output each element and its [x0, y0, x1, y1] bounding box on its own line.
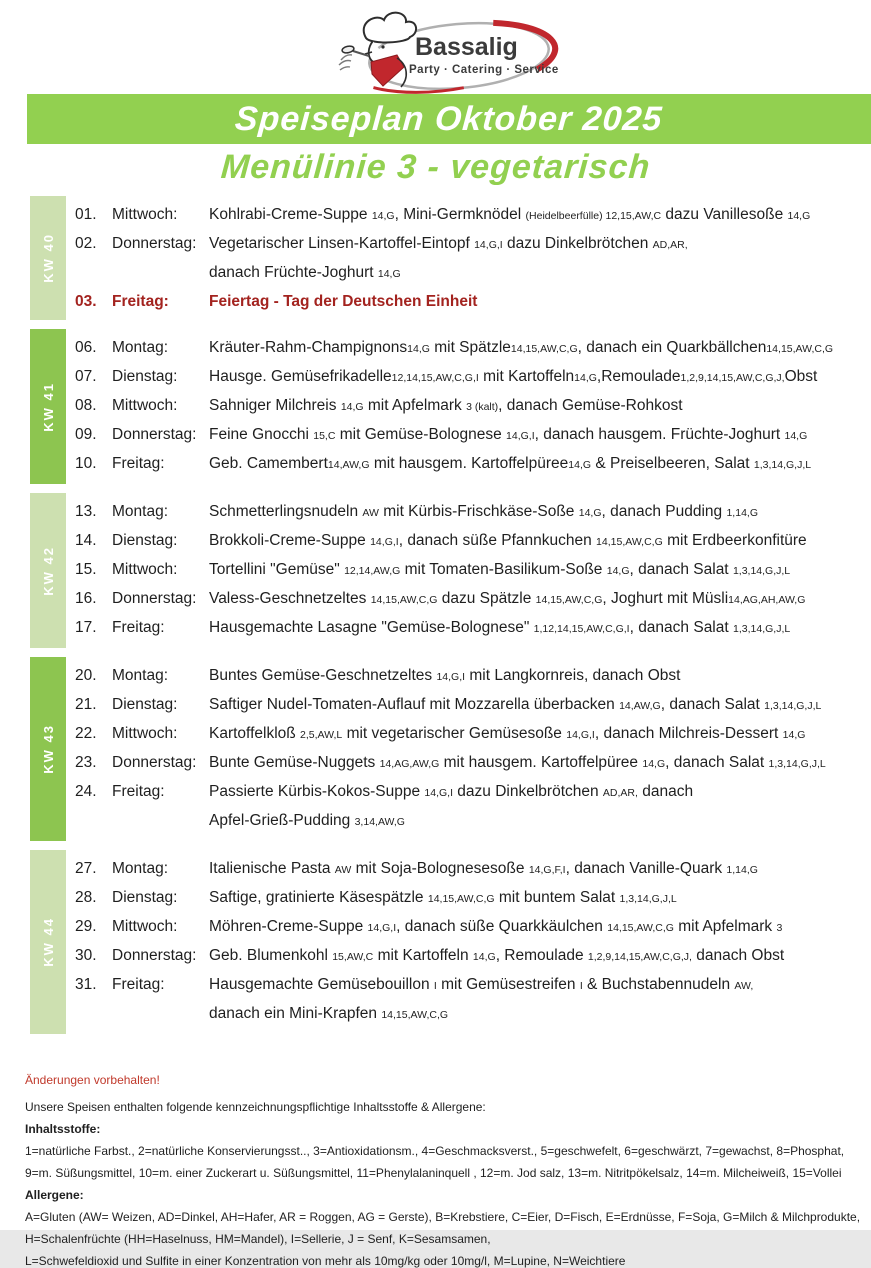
- allergen-codes: 14,AG,AW,G: [379, 758, 440, 770]
- allergen-codes: 14,15,AW,C,G: [370, 594, 438, 606]
- week-section: [30, 329, 871, 484]
- meal-text: & Preiselbeeren, Salat: [591, 455, 754, 472]
- day-name: Montag:: [112, 339, 169, 356]
- meal-description: [209, 230, 871, 288]
- allergen-codes: 14,G: [574, 372, 597, 384]
- menu-row: [75, 288, 871, 315]
- allergen-codes: 14,G: [472, 951, 496, 963]
- day-name: Freitag:: [112, 619, 165, 636]
- day-number: 22.: [75, 725, 97, 742]
- meal-line: [209, 913, 871, 942]
- chef-icon: [339, 13, 416, 87]
- week-label: KW 40: [40, 233, 56, 283]
- allergen-codes: AD,AR,: [652, 239, 688, 251]
- day-number: 13.: [75, 503, 97, 520]
- meal-description: [209, 749, 871, 778]
- day-number: 29.: [75, 918, 97, 935]
- menu-row: [75, 691, 871, 720]
- week-section: [30, 493, 871, 648]
- allergen-codes: 2,5,AW,L: [300, 729, 343, 741]
- day-number: 02.: [75, 235, 97, 252]
- day-number: 09.: [75, 426, 97, 443]
- allergen-codes: 14,G,I: [367, 922, 397, 934]
- allergens-line-1: A=Gluten (AW= Weizen, AD=Dinkel, AH=Hafer, AR = Roggen, AG = Gerste), B=Krebstiere, C=Eier, D=Fisch, E=Erdnüsse, F=Soja, G=Milch & Milchprodukte,: [25, 1210, 861, 1224]
- day-name: Dienstag:: [112, 368, 178, 385]
- menu-row: [75, 662, 871, 691]
- meal-text: , danach Vanille-Quark: [565, 860, 727, 877]
- meal-line: [209, 778, 871, 807]
- allergen-codes: 1,3,14,G,J,L: [753, 459, 812, 471]
- meal-description: [209, 556, 871, 585]
- meal-description: [209, 450, 871, 479]
- meal-text: , Remoulade: [495, 947, 588, 964]
- menu-row: [75, 556, 871, 585]
- allergen-codes: 14,G: [578, 507, 602, 519]
- meal-text: Italienische Pasta: [209, 860, 335, 877]
- meal-line: [209, 855, 871, 884]
- menu-row: [75, 720, 871, 749]
- week-label: KW 44: [40, 917, 56, 967]
- day-number: 31.: [75, 976, 97, 993]
- meal-line: [209, 363, 871, 392]
- meal-line: [209, 884, 871, 913]
- allergen-codes: 14,G: [377, 268, 401, 280]
- allergen-codes: 14,G,I: [424, 787, 453, 799]
- meal-text: Feiertag - Tag der Deutschen Einheit: [209, 293, 478, 310]
- meal-text: dazu Spätzle: [437, 590, 536, 607]
- logo-graphic: [311, 8, 561, 100]
- meal-text: dazu Dinkelbrötchen: [453, 783, 603, 800]
- allergen-codes: 14,G,I: [506, 430, 535, 442]
- allergen-codes: 14,15,AW,C,G: [535, 594, 603, 606]
- meal-text: mit Gemüse-Bolognese: [335, 426, 507, 443]
- brand-name: Bassalig: [414, 33, 518, 61]
- meal-text: mit Soja-Bolognesesoße: [351, 860, 529, 877]
- meal-text: Buntes Gemüse-Geschnetzeltes: [209, 667, 437, 684]
- meal-text: Vegetarischer Linsen-Kartoffel-Eintopf: [209, 235, 475, 252]
- logo: [0, 0, 871, 94]
- day-name: Freitag:: [112, 455, 165, 472]
- menu-row: [75, 614, 871, 643]
- meal-text: mit Kartoffeln: [373, 947, 473, 964]
- meal-text: Sahniger Milchreis: [209, 397, 341, 414]
- meal-line: [209, 585, 871, 614]
- meal-text: mit Tomaten-Basilikum-Soße: [400, 561, 607, 578]
- menu-row: [75, 498, 871, 527]
- meal-text: Saftiger Nudel-Tomaten-Auflauf mit Mozzarella überbacken: [209, 696, 620, 713]
- allergen-codes: AW: [334, 864, 352, 876]
- ingredients-label: Inhaltsstoffe:: [25, 1122, 101, 1136]
- meal-text: Kohlrabi-Creme-Suppe: [209, 206, 372, 223]
- day-name: Mittwoch:: [112, 725, 178, 742]
- allergen-codes: 14,15,AW,C,G: [427, 893, 495, 905]
- allergen-codes: 14,G: [784, 430, 808, 442]
- ingredients-line-2: 9=m. Süßungsmittel, 10=m. einer Zuckerart u. Süßungsmittel, 11=Phenylalaninquell , 12=m. Jod salz, 13=m. Nitritpökelsalz, 14=m. Milcheiweiß, 15=Vollei: [25, 1166, 842, 1180]
- day-name: Dienstag:: [112, 696, 178, 713]
- allergen-codes: I: [433, 980, 437, 992]
- meal-text: Passierte Kürbis-Kokos-Suppe: [209, 783, 425, 800]
- meal-text: , danach Milchreis-Dessert: [594, 725, 783, 742]
- ingredients-line-1: 1=natürliche Farbst., 2=natürliche Konservierungsst.., 3=Antioxidationsm., 4=Geschmacksverst., 5=geschwefelt, 6=geschwärzt, 7=gewachst, 8=Phosphat,: [25, 1144, 845, 1158]
- meal-text: dazu Dinkelbrötchen: [502, 235, 653, 252]
- meal-text: mit buntem Salat: [494, 889, 620, 906]
- meal-text: Valess-Geschnetzeltes: [209, 590, 371, 607]
- meal-line: [209, 450, 871, 479]
- allergen-codes: 14,G,I: [436, 671, 466, 683]
- meal-text: , danach Salat: [629, 619, 733, 636]
- allergens-line-2: H=Schalenfrüchte (HH=Haselnuss, HM=Mandel), I=Sellerie, J = Senf, K=Sesamsamen,: [25, 1232, 491, 1246]
- week-section: [30, 657, 871, 841]
- changes-note: Änderungen vorbehalten!: [25, 1073, 160, 1087]
- meal-text: mit Langkornreis, danach Obst: [465, 667, 681, 684]
- day-number: 10.: [75, 455, 97, 472]
- allergen-codes: 14,15,AW,C,G: [381, 1009, 449, 1021]
- meal-text: mit hausgem. Kartoffelpüree: [439, 754, 643, 771]
- meal-description: [209, 778, 871, 836]
- meal-text: & Buchstabennudeln: [582, 976, 735, 993]
- menu-row: [75, 884, 871, 913]
- meal-text: danach Früchte-Joghurt: [209, 264, 378, 281]
- allergen-codes: (Heidelbeerfülle) 12,15,AW,C: [525, 210, 662, 222]
- day-number: 17.: [75, 619, 97, 636]
- meal-text: mit hausgem. Kartoffelpüree: [369, 455, 569, 472]
- allergens-label: Allergene:: [25, 1188, 84, 1202]
- allergen-codes: 14,AW,G: [327, 459, 370, 471]
- allergen-codes: 14,G,I: [370, 536, 399, 548]
- meal-text: Möhren-Creme-Suppe: [209, 918, 368, 935]
- allergen-codes: 14,G,I: [474, 239, 503, 251]
- day-name: Montag:: [112, 503, 169, 520]
- meal-line: [209, 527, 871, 556]
- meal-line: [209, 614, 871, 643]
- meal-description: [209, 614, 871, 643]
- legend-intro: Unsere Speisen enthalten folgende kennzeichnungspflichtige Inhaltsstoffe & Allergene:: [25, 1100, 486, 1114]
- allergens-line-3: L=Schwefeldioxid und Sulfite in einer Konzentration von mehr als 10mg/kg oder 10mg/l, M=Lupine, N=Weichtiere: [25, 1254, 626, 1268]
- menu-row: [75, 421, 871, 450]
- allergen-codes: 1,14,G: [726, 864, 758, 876]
- week-rows: [66, 657, 871, 841]
- meal-description: [209, 913, 871, 942]
- week-section: [30, 850, 871, 1034]
- meal-text: mit Spätzle: [429, 339, 511, 356]
- allergen-codes: 1,2,9,14,15,AW,C,G,J,: [587, 951, 692, 963]
- week-label-bar: [30, 850, 66, 1034]
- meal-line: [209, 971, 871, 1000]
- meal-description: [209, 527, 871, 556]
- day-name: Mittwoch:: [112, 561, 178, 578]
- allergen-codes: 1,3,14,G,J,L: [732, 565, 791, 577]
- week-rows: [66, 493, 871, 648]
- meal-description: [209, 585, 871, 614]
- week-rows: [66, 329, 871, 484]
- meal-text: mit Apfelmark: [673, 918, 777, 935]
- allergen-codes: 14,G: [787, 210, 811, 222]
- allergen-codes: 12,14,AW,G: [344, 565, 401, 577]
- meal-text: , danach Gemüse-Rohkost: [498, 397, 683, 414]
- week-label: KW 42: [40, 545, 56, 596]
- meal-line: [209, 556, 871, 585]
- allergen-codes: 1,14,G: [726, 507, 758, 519]
- meal-description: [209, 421, 871, 450]
- allergen-codes: I: [579, 980, 583, 992]
- meal-text: danach Obst: [691, 947, 785, 964]
- allergen-codes: 1,3,14,G,J,L: [733, 623, 791, 635]
- day-name: Montag:: [112, 667, 169, 684]
- meal-description: [209, 334, 871, 363]
- menu-row: [75, 392, 871, 421]
- menu-row: [75, 971, 871, 1029]
- meal-description: [209, 691, 871, 720]
- week-rows: [66, 850, 871, 1034]
- day-number: 28.: [75, 889, 97, 906]
- meal-line: [209, 392, 871, 421]
- day-name: Freitag:: [112, 976, 165, 993]
- meal-text: , danach süße Pfannkuchen: [398, 532, 597, 549]
- meal-text: ,Remoulade: [596, 368, 681, 385]
- day-number: 21.: [75, 696, 97, 713]
- page-title: Speiseplan Oktober 2025: [234, 99, 665, 138]
- day-name: Freitag:: [112, 293, 169, 310]
- menu-row: [75, 334, 871, 363]
- allergen-codes: 14,15,AW,C,G: [510, 343, 578, 355]
- day-number: 23.: [75, 754, 97, 771]
- allergen-codes: 1,3,14,G,J,L: [768, 758, 826, 770]
- meal-text: Brokkoli-Creme-Suppe: [209, 532, 371, 549]
- week-label: KW 41: [40, 381, 56, 432]
- meal-text: Hausge. Gemüsefrikadelle: [209, 368, 392, 385]
- day-number: 03.: [75, 293, 97, 310]
- meal-text: , danach hausgem. Früchte-Joghurt: [534, 426, 785, 443]
- menu-row: [75, 942, 871, 971]
- week-label-bar: [30, 493, 66, 648]
- menu-row: [75, 201, 871, 230]
- meal-text: Apfel-Grieß-Pudding: [209, 812, 355, 829]
- day-number: 30.: [75, 947, 97, 964]
- menu-row: [75, 749, 871, 778]
- allergen-codes: 14,G,I: [566, 729, 595, 741]
- brand-tagline: Party · Catering · Service: [408, 64, 559, 76]
- day-name: Donnerstag:: [112, 947, 197, 964]
- menu-row: [75, 778, 871, 836]
- day-name: Mittwoch:: [112, 397, 178, 414]
- day-number: 15.: [75, 561, 97, 578]
- meal-text: Geb. Blumenkohl: [209, 947, 333, 964]
- meal-text: Obst: [784, 368, 818, 385]
- meal-description: [209, 498, 871, 527]
- meal-line: [209, 259, 871, 288]
- meal-text: , danach Salat: [629, 561, 733, 578]
- allergen-codes: 14,15,AW,C,G: [607, 922, 674, 934]
- menu-row: [75, 585, 871, 614]
- allergen-codes: 14,G: [568, 459, 592, 471]
- meal-text: danach: [637, 783, 694, 800]
- meal-text: , danach Pudding: [601, 503, 727, 520]
- subtitle-banner: [0, 144, 871, 190]
- meal-description: [209, 855, 871, 884]
- day-number: 16.: [75, 590, 97, 607]
- day-name: Freitag:: [112, 783, 165, 800]
- meal-line: [209, 662, 871, 691]
- day-number: 24.: [75, 783, 97, 800]
- meal-description: [209, 201, 871, 230]
- meal-text: mit Erdbeerkonfitüre: [662, 532, 807, 549]
- meal-description: [209, 363, 871, 392]
- day-number: 06.: [75, 339, 97, 356]
- allergen-codes: 12,14,15,AW,C,G,I: [391, 372, 479, 384]
- meal-text: mit Kürbis-Frischkäse-Soße: [378, 503, 579, 520]
- week-section: [30, 196, 871, 320]
- week-label-bar: [30, 657, 66, 841]
- day-name: Donnerstag:: [112, 426, 197, 443]
- allergen-codes: 15,C: [313, 430, 336, 442]
- meal-description: [209, 971, 871, 1029]
- allergen-codes: 3: [776, 922, 783, 934]
- allergen-codes: 14,G: [782, 729, 806, 741]
- day-number: 07.: [75, 368, 97, 385]
- meal-line: [209, 720, 871, 749]
- meal-line: [209, 942, 871, 971]
- meal-line: [209, 230, 871, 259]
- meal-text: , danach Salat: [660, 696, 765, 713]
- meal-line: [209, 498, 871, 527]
- week-rows: [66, 196, 871, 320]
- meal-text: , danach Salat: [665, 754, 769, 771]
- allergen-codes: 3 (kalt): [466, 401, 499, 413]
- allergen-codes: 14,G: [340, 401, 364, 413]
- meal-description: [209, 942, 871, 971]
- day-number: 08.: [75, 397, 97, 414]
- allergen-codes: 14,G: [606, 565, 630, 577]
- meal-line: [209, 807, 871, 836]
- meal-text: Tortellini "Gemüse": [209, 561, 345, 578]
- day-name: Montag:: [112, 860, 169, 877]
- day-name: Donnerstag:: [112, 754, 197, 771]
- meal-text: mit vegetarischer Gemüsesoße: [342, 725, 567, 742]
- day-name: Donnerstag:: [112, 235, 197, 252]
- footer-notes: [25, 1074, 871, 1268]
- allergen-codes: 14,AW,G: [619, 700, 661, 712]
- menu-line-title: Menülinie 3 - vegetarisch: [219, 147, 652, 186]
- meal-description: [209, 884, 871, 913]
- meal-text: Schmetterlingsnudeln: [209, 503, 363, 520]
- meal-text: Kräuter-Rahm-Champignons: [209, 339, 408, 356]
- meal-text: mit Gemüsestreifen: [436, 976, 580, 993]
- menu-row: [75, 527, 871, 556]
- day-number: 20.: [75, 667, 97, 684]
- meal-line: [209, 1000, 871, 1029]
- day-name: Dienstag:: [112, 532, 178, 549]
- day-number: 27.: [75, 860, 97, 877]
- meal-text: Hausgemachte Gemüsebouillon: [209, 976, 434, 993]
- allergen-codes: 1,3,14,G,J,L: [764, 700, 822, 712]
- menu-row: [75, 450, 871, 479]
- meal-description: [209, 720, 871, 749]
- meal-description: [209, 392, 871, 421]
- meal-line: [209, 421, 871, 450]
- meal-text: , danach ein Quarkbällchen: [577, 339, 767, 356]
- day-number: 01.: [75, 206, 97, 223]
- meal-text: , danach süße Quarkkäulchen: [396, 918, 608, 935]
- allergen-codes: 15,AW,C: [332, 951, 374, 963]
- meal-text: Saftige, gratinierte Käsespätzle: [209, 889, 428, 906]
- allergen-codes: 1,3,14,G,J,L: [619, 893, 677, 905]
- meal-text: , Joghurt mit Müsli: [602, 590, 729, 607]
- meal-description: [209, 662, 871, 691]
- meal-text: mit Apfelmark: [363, 397, 467, 414]
- allergen-codes: 14,15,AW,C,G: [596, 536, 663, 548]
- meal-line: [209, 201, 871, 230]
- meal-text: Hausgemachte Lasagne "Gemüse-Bolognese": [209, 619, 534, 636]
- menu-row: [75, 855, 871, 884]
- day-name: Donnerstag:: [112, 590, 197, 607]
- meal-text: dazu Vanillesoße: [661, 206, 788, 223]
- allergen-codes: 14,15,AW,C,G: [766, 343, 834, 355]
- week-label-bar: [30, 196, 66, 320]
- menu-row: [75, 230, 871, 288]
- meal-text: Kartoffelkloß: [209, 725, 301, 742]
- week-label: KW 43: [40, 724, 56, 774]
- meal-text: Geb. Camembert: [209, 455, 328, 472]
- allergen-codes: 14,G: [407, 343, 430, 355]
- meal-text: danach ein Mini-Krapfen: [209, 1005, 382, 1022]
- meal-text: Bunte Gemüse-Nuggets: [209, 754, 380, 771]
- allergen-codes: 3,14,AW,G: [354, 816, 405, 828]
- meal-text: Feine Gnocchi: [209, 426, 314, 443]
- allergen-codes: 14,G: [642, 758, 666, 770]
- allergen-codes: 14,AG,AH,AW,G: [728, 594, 806, 606]
- title-banner: [27, 94, 871, 144]
- meal-line: [209, 691, 871, 720]
- day-number: 14.: [75, 532, 97, 549]
- day-name: Dienstag:: [112, 889, 178, 906]
- menu-row: [75, 363, 871, 392]
- allergen-codes: 1,2,9,14,15,AW,C,G,J,: [680, 372, 785, 384]
- meal-text: mit Kartoffeln: [478, 368, 575, 385]
- day-name: Mittwoch:: [112, 206, 178, 223]
- allergen-codes: 14,G,F,I: [528, 864, 566, 876]
- meal-line: [209, 334, 871, 363]
- menu-weeks: [0, 196, 871, 1034]
- allergen-codes: 14,G: [371, 210, 395, 222]
- week-label-bar: [30, 329, 66, 484]
- allergen-codes: AW,: [734, 980, 754, 992]
- meal-description: [209, 288, 871, 315]
- menu-row: [75, 913, 871, 942]
- allergen-codes: 1,12,14,15,AW,C,G,I: [533, 623, 630, 635]
- meal-line: [209, 288, 871, 315]
- meal-line: [209, 749, 871, 778]
- allergen-codes: AW: [362, 507, 379, 519]
- allergen-codes: AD,AR,: [602, 787, 638, 799]
- day-name: Mittwoch:: [112, 918, 178, 935]
- meal-text: , Mini-Germknödel: [394, 206, 526, 223]
